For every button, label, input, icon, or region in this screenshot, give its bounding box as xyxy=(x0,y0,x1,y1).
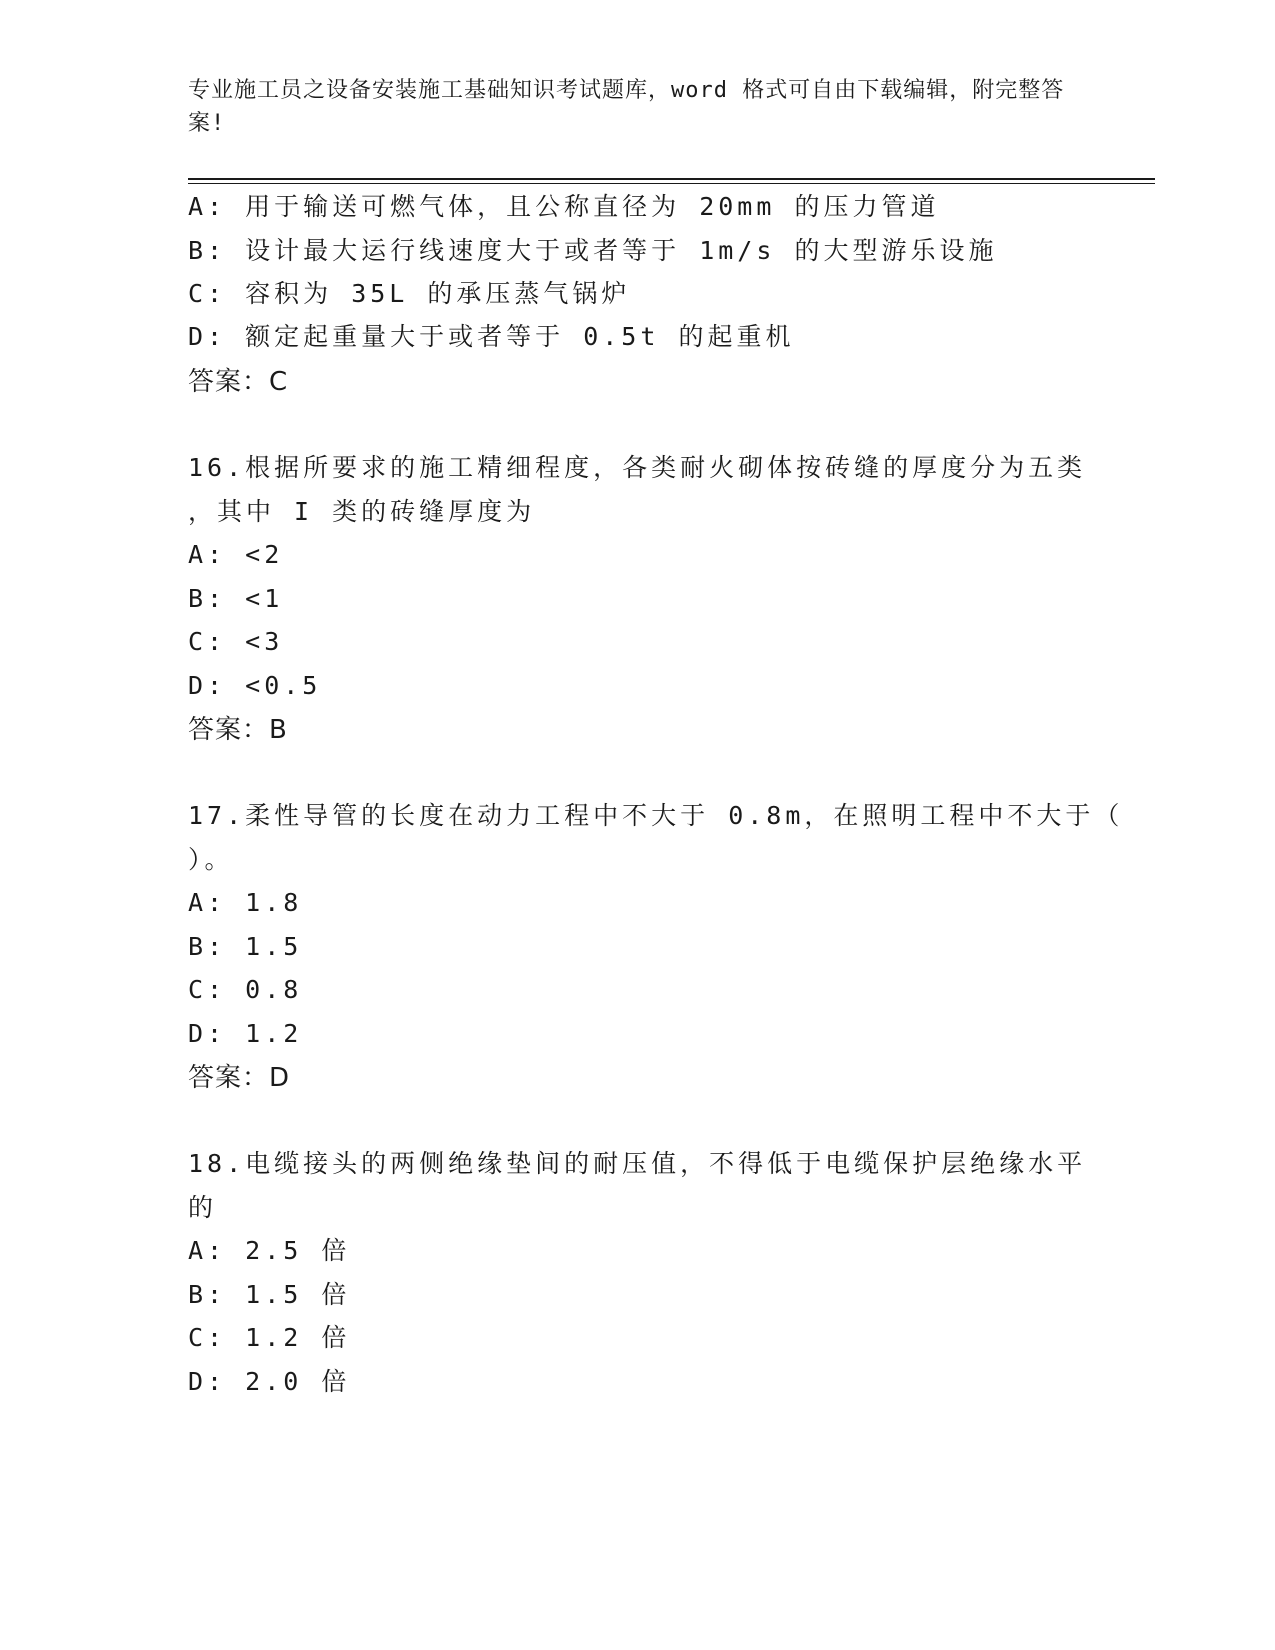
q18-stem-line2: 的 xyxy=(188,1193,218,1222)
q17-option-c: C: 0.8 xyxy=(188,975,303,1004)
q16-stem-line2: ，其中 I 类的砖缝厚度为 xyxy=(188,497,536,526)
q15-option-b: B: 设计最大运行线速度大于或者等于 1m/s 的大型游乐设施 xyxy=(188,236,998,265)
q16-answer: 答案：B xyxy=(188,715,288,745)
q16-option-d: D: <0.5 xyxy=(188,671,322,700)
q16-stem-line1: 16.根据所要求的施工精细程度，各类耐火砌体按砖缝的厚度分为五类 xyxy=(188,453,1087,482)
q16-option-a: A: <2 xyxy=(188,540,284,569)
q17-answer: 答案：D xyxy=(188,1063,291,1093)
q18-option-d: D: 2.0 倍 xyxy=(188,1367,351,1396)
header-rule-thick xyxy=(188,178,1155,180)
q18-option-a: A: 2.5 倍 xyxy=(188,1236,351,1265)
q15-option-d: D: 额定起重量大于或者等于 0.5t 的起重机 xyxy=(188,322,795,351)
q17-stem-line2: ）。 xyxy=(188,845,234,874)
q15-option-c: C: 容积为 35L 的承压蒸气锅炉 xyxy=(188,279,631,308)
header-rule-thin xyxy=(188,183,1155,184)
q18-stem-line1: 18.电缆接头的两侧绝缘垫间的耐压值，不得低于电缆保护层绝缘水平 xyxy=(188,1149,1087,1178)
q17-option-b: B: 1.5 xyxy=(188,932,303,961)
q17-option-a: A: 1.8 xyxy=(188,888,303,917)
q17-stem-line1: 17.柔性导管的长度在动力工程中不大于 0.8m，在照明工程中不大于（ xyxy=(188,801,1124,830)
q15-option-a: A: 用于输送可燃气体，且公称直径为 20mm 的压力管道 xyxy=(188,192,940,221)
q17-option-d: D: 1.2 xyxy=(188,1019,303,1048)
q18-option-c: C: 1.2 倍 xyxy=(188,1323,351,1352)
q15-answer: 答案：C xyxy=(188,367,289,397)
q18-option-b: B: 1.5 倍 xyxy=(188,1280,351,1309)
q16-option-c: C: <3 xyxy=(188,627,284,656)
document-header: 专业施工员之设备安装施工基础知识考试题库，word 格式可自由下载编辑，附完整答案! xyxy=(188,78,1065,136)
q16-option-b: B: <1 xyxy=(188,584,284,613)
